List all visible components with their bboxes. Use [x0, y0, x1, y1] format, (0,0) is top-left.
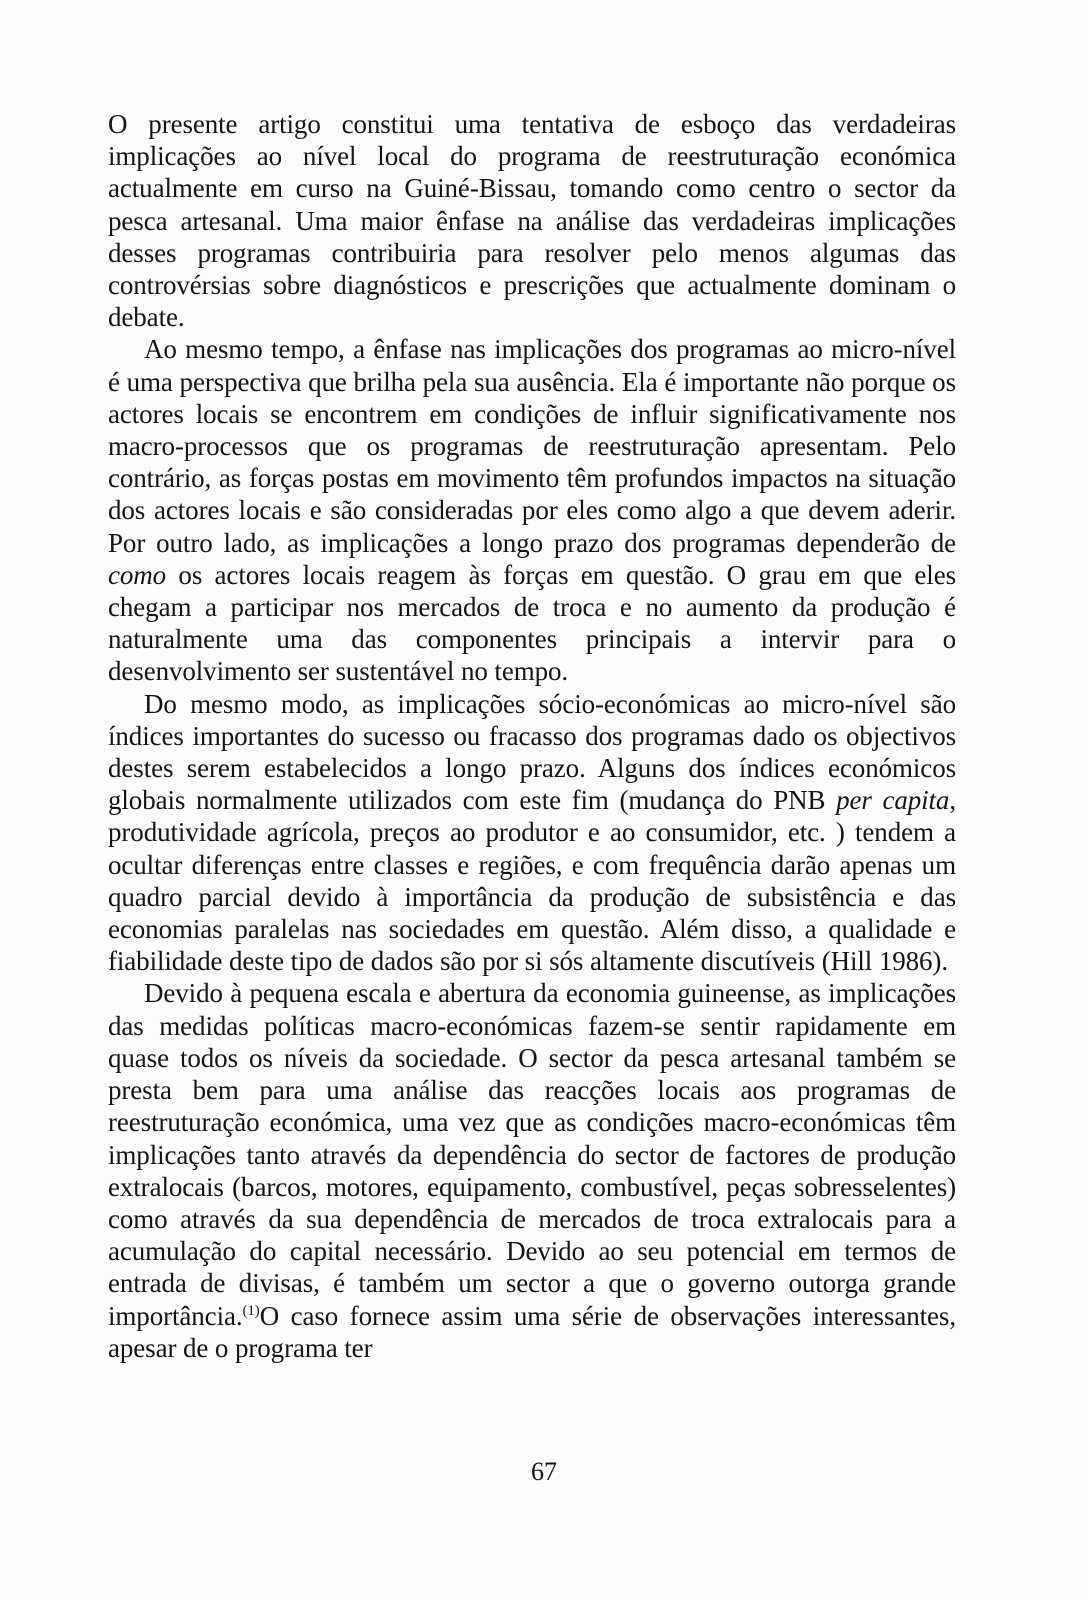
paragraph-text: Devido à pequena escala e abertura da economia guineense, as implicações das medidas políticas macro-económicas fazem-se sentir rapidamente em quase todos os níveis da sociedade. O sector da pesca artesanal também se presta bem para uma análise das reacções locais aos programas de reestruturação económica, uma vez que as condições macro-económicas têm implicações tanto através da dependência do sector de factores de produção extralocais (barcos, motores, equipamento, combustível, peças sobresselentes) como através da sua dependência de mercados de troca extralocais para a acumulação do capital necessário. Devido ao seu potencial em termos de entrada de divisas, é também um sector a que o governo outorga grande importância. — [108, 978, 956, 1331]
paragraph — [108, 977, 956, 1363]
page-number: 67 — [531, 1457, 557, 1486]
paragraph — [108, 108, 956, 333]
paragraph-text: Do mesmo modo, as implicações sócio-económicas ao micro-nível são índices importantes do sucesso ou fracasso dos programas dado os objectivos destes serem estabelecidos a longo prazo. Alguns dos índices económicos globais normalmente utilizados com este fim (mudança do PNB — [108, 688, 956, 816]
paragraph — [108, 333, 956, 687]
paragraph-text: os actores locais reagem às forças em questão. O grau em que eles chegam a participar nos mercados de troca e no aumento da produção é naturalmente uma das componentes principais a intervir para o desenvolvimento ser sustentável no tempo. — [108, 559, 956, 687]
paragraph-text: O caso fornece assim uma série de observações interessantes, apesar de o programa ter — [108, 1300, 956, 1363]
body-text — [108, 108, 956, 1364]
footnote-marker: (1) — [242, 1302, 260, 1319]
italic-text: como — [108, 559, 167, 590]
paragraph — [108, 688, 956, 978]
paragraph-text: Ao mesmo tempo, a ênfase nas implicações dos programas ao micro-nível é uma perspectiva que brilha pela sua ausência. Ela é importante não porque os actores locais se encontrem em condições de influir significativamente nos macro-processos que os programas de reestruturação apresentam. Pelo contrário, as forças postas em movimento têm profundos impactos na situação dos actores locais e são consideradas por eles como algo a que devem aderir. Por outro lado, as implicações a longo prazo dos programas dependerão de — [108, 334, 956, 558]
paragraph-text: , produtividade agrícola, preços ao produtor e ao consumidor, etc. ) tendem a ocultar diferenças entre classes e regiões, e com frequência darão apenas um quadro parcial devido à importância da produção de subsistência e das economias paralelas nas sociedades em questão. Além disso, a qualidade e fiabilidade deste tipo de dados são por si sós altamente discutíveis (Hill 1986). — [108, 785, 956, 977]
paragraph-text: O presente artigo constitui uma tentativa de esboço das verdadeiras implicações ao nível local do programa de reestruturação económica actualmente em curso na Guiné-Bissau, tomando como centro o sector da pesca artesanal. Uma maior ênfase na análise das verdadeiras implicações desses programas contribuiria para resolver pelo menos algumas das controvérsias sobre diagnósticos e prescrições que actualmente dominam o debate. — [108, 109, 956, 333]
italic-text: per capita — [836, 785, 950, 816]
